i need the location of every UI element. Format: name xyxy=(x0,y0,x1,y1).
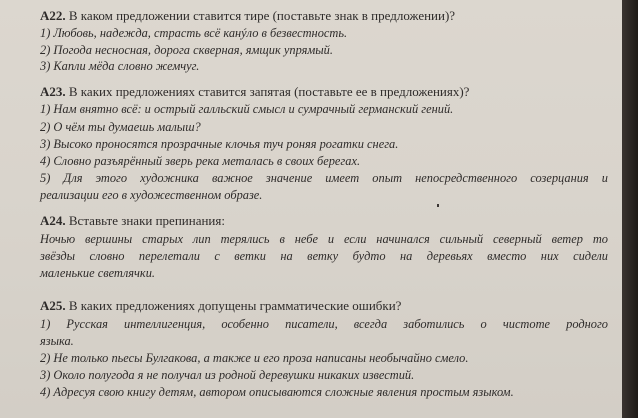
question-a25-option-1-continued: языка. xyxy=(40,334,74,348)
question-number: А25. xyxy=(40,298,66,313)
question-number: А22. xyxy=(40,8,66,23)
question-a22-option-1: 1) Любовь, надежда, страсть всё канýло в безвестность. xyxy=(40,26,348,40)
question-a25-title xyxy=(40,298,401,314)
question-a22-title xyxy=(40,8,455,24)
question-a22-option-2: 2) Погода несносная, дорога скверная, ямщик упрямый. xyxy=(40,43,333,57)
question-a25-option-1: 1) Русская интеллигенция, особенно писатели, всегда заботились о чистоте родного xyxy=(40,317,608,331)
question-a25-option-4: 4) Адресуя свою книгу детям, автором описываются сложные явления простым языком. xyxy=(40,385,514,399)
question-text: Вставьте знаки препинания: xyxy=(65,213,225,228)
question-a23-option-5-continued: реализации его в художественном образе. xyxy=(40,188,263,202)
question-a23-option-1: 1) Нам внятно всё: и острый галльский смысл и сумрачный германский гений. xyxy=(40,102,454,116)
question-a24-text-line-1: Ночью вершины старых лип терялись в небе и если начинался сильный северный ветер то xyxy=(40,232,608,246)
question-a24-text-line-3: маленькие светлячки. xyxy=(40,266,156,280)
question-a23-option-3: 3) Высоко проносятся прозрачные клочья туч роняя рогатки снега. xyxy=(40,137,399,151)
question-text: В каком предложении ставится тире (поставьте знак в предложении)? xyxy=(65,8,456,23)
question-text: В каких предложениях допущены грамматические ошибки? xyxy=(65,298,402,313)
question-a25-option-2: 2) Не только пьесы Булгакова, а также и его проза написаны необычайно смело. xyxy=(40,351,469,365)
question-a23-option-4: 4) Словно разъярённый зверь река металась в своих берегах. xyxy=(40,154,361,168)
question-number: А24. xyxy=(40,213,66,228)
question-a24-text-line-2: звёзды словно перелетали с ветки на ветку будто на деревьях вместо них сидели xyxy=(40,249,608,263)
question-a24-title xyxy=(40,213,225,229)
question-number: А23. xyxy=(40,84,66,99)
question-a23-title xyxy=(40,84,469,100)
question-a23-option-2: 2) О чём ты думаешь малыш? xyxy=(40,120,201,134)
question-text: В каких предложениях ставится запятая (поставьте ее в предложениях)? xyxy=(65,84,470,99)
question-a22-option-3: 3) Капли мёда словно жемчуг. xyxy=(40,59,200,73)
page-edge-shadow xyxy=(622,0,638,418)
ink-dot xyxy=(437,204,439,207)
question-a23-option-5: 5) Для этого художника важное значение имеет опыт непосредственного созерцания и xyxy=(40,171,608,185)
question-a25-option-3: 3) Около полугода я не получал из родной деревушки никаких известий. xyxy=(40,368,415,382)
